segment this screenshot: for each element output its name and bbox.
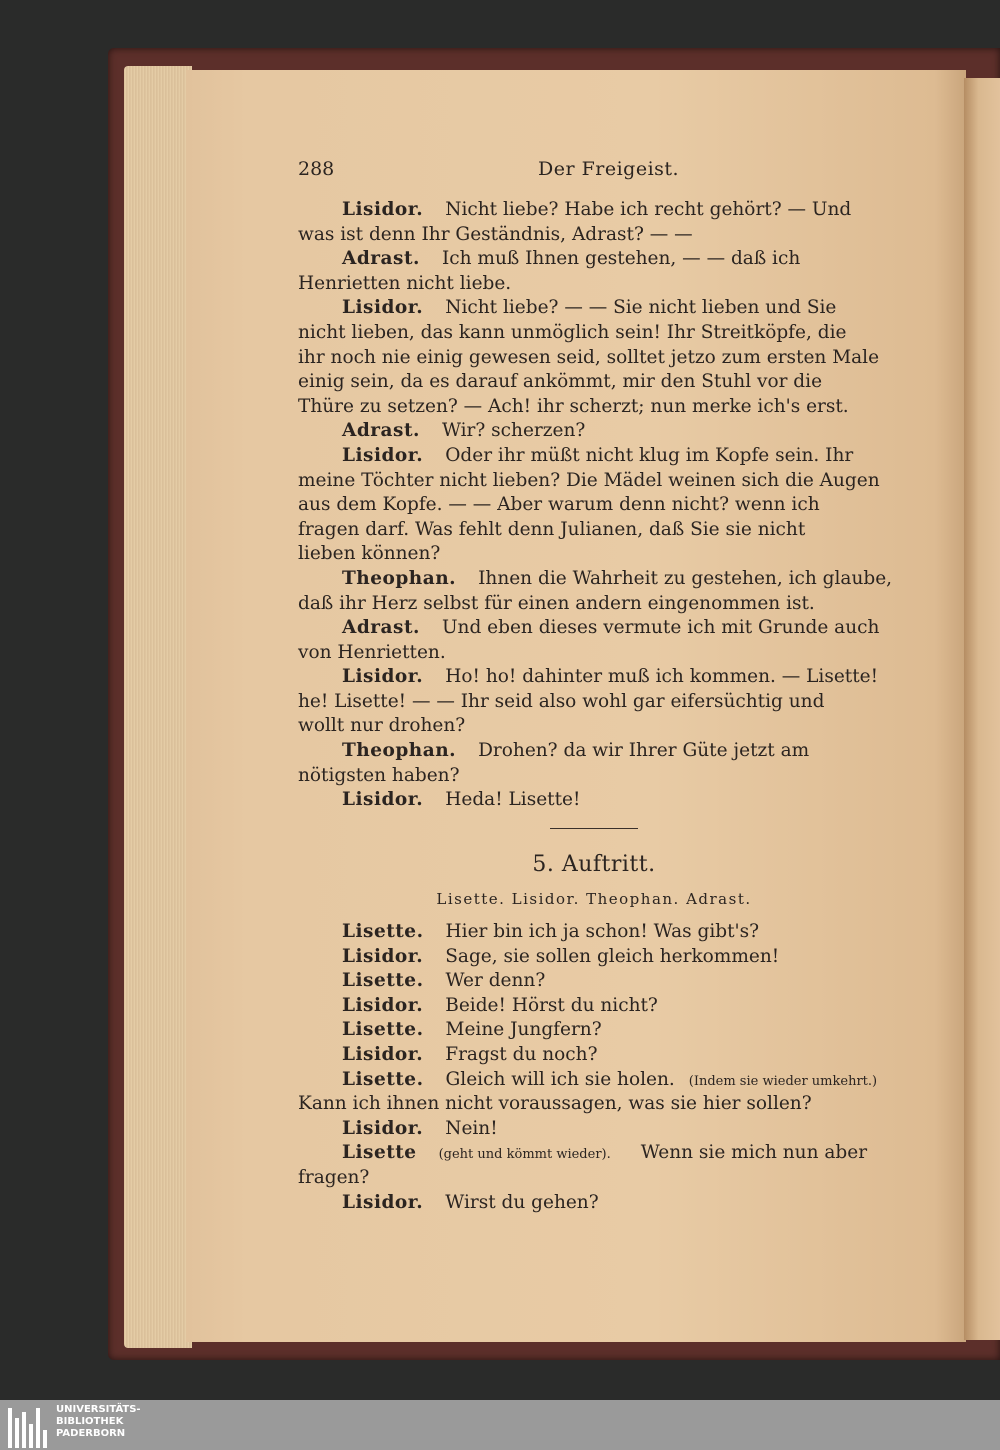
speaker-name: Lisidor. xyxy=(342,444,424,466)
library-footer xyxy=(0,1400,1000,1450)
speaker-name: Adrast. xyxy=(342,248,420,270)
line-text: Nicht liebe? — — Sie nicht lieben und Sie xyxy=(445,297,837,319)
text-line xyxy=(298,419,890,444)
speaker-name: Lisette. xyxy=(342,1068,424,1090)
text-line xyxy=(298,296,890,321)
speaker-name: Lisidor. xyxy=(342,994,424,1016)
text-line xyxy=(298,764,890,789)
text-line xyxy=(298,370,890,395)
line-text: lieben können? xyxy=(298,543,441,565)
speaker-name: Lisette. xyxy=(342,1019,424,1041)
line-text: Meine Jungfern? xyxy=(445,1019,602,1041)
page-block-edge xyxy=(124,66,192,1348)
line-text: Kann ich ihnen nicht voraussagen, was sie hier sollen? xyxy=(298,1093,812,1115)
page-header xyxy=(298,158,890,186)
text-line xyxy=(298,1141,890,1166)
line-text: Ho! ho! dahinter muß ich kommen. — Lisette! xyxy=(445,666,879,688)
speaker-name: Lisidor. xyxy=(342,199,424,220)
text-line xyxy=(298,1166,890,1191)
speaker-name: Theophan. xyxy=(342,740,457,762)
text-line xyxy=(298,567,893,592)
text-line xyxy=(298,1043,890,1068)
text-line xyxy=(298,641,890,666)
scene-title: 5. Auftritt. xyxy=(532,852,656,877)
line-text: Heda! Lisette! xyxy=(445,789,581,811)
line-text: Wirst du gehen? xyxy=(445,1191,599,1213)
line-text: Gleich will ich sie holen. xyxy=(445,1068,675,1090)
library-name: UNIVERSITÄTS- BIBLIOTHEK PADERBORN xyxy=(56,1404,141,1439)
line-text: Drohen? da wir Ihrer Güte jetzt am xyxy=(478,740,810,762)
text-line xyxy=(298,592,890,617)
text-line xyxy=(298,542,890,567)
line-text: Henrietten nicht liebe. xyxy=(298,272,512,294)
line-text: Thüre zu setzen? — Ach! ihr scherzt; nun merke ich's erst. xyxy=(298,395,849,417)
text-line xyxy=(298,920,890,945)
text-line xyxy=(298,272,890,297)
stage-direction: (geht und kömmt wieder). xyxy=(438,1147,611,1163)
line-text: was ist denn Ihr Geständnis, Adrast? — — xyxy=(298,223,693,245)
line-text: nicht lieben, das kann unmöglich sein! Ihr Streitköpfe, die xyxy=(298,321,847,343)
speaker-name: Lisidor. xyxy=(342,297,424,319)
text-line xyxy=(298,945,890,970)
section-rule xyxy=(550,828,638,829)
text-line xyxy=(298,616,890,641)
line-text: Wer denn? xyxy=(445,970,546,992)
text-line xyxy=(298,994,890,1019)
speaker-name: Lisette. xyxy=(342,970,424,992)
speaker-name: Adrast. xyxy=(342,420,420,442)
running-title: Der Freigeist. xyxy=(538,158,680,180)
text-line xyxy=(298,1191,890,1216)
speaker-name: Lisette xyxy=(342,1142,417,1164)
text-line xyxy=(298,788,890,813)
text-line xyxy=(298,469,890,494)
text-line xyxy=(298,1068,890,1093)
text-line xyxy=(298,223,890,248)
text-line xyxy=(298,321,890,346)
speaker-name: Lisidor. xyxy=(342,945,424,967)
line-text: Und eben dieses vermute ich mit Grunde auch xyxy=(441,617,880,639)
line-text: fragen? xyxy=(298,1166,370,1188)
facing-page-edge xyxy=(964,78,1000,1340)
line-text: Beide! Hörst du nicht? xyxy=(445,994,658,1016)
line-text: nötigsten haben? xyxy=(298,764,460,786)
line-text: Ihnen die Wahrheit zu gestehen, ich glaube, xyxy=(478,567,893,589)
line-text: daß ihr Herz selbst für einen andern eingenommen ist. xyxy=(298,592,815,614)
text-line xyxy=(298,395,890,420)
text-line xyxy=(298,1092,890,1117)
text-line xyxy=(298,1117,890,1142)
text-line xyxy=(298,1018,890,1043)
line-text: ihr noch nie einig gewesen seid, solltet jetzo zum ersten Male xyxy=(298,346,880,368)
speaker-name: Lisidor. xyxy=(342,1043,424,1065)
line-text: fragen darf. Was fehlt denn Julianen, daß Sie sie nicht xyxy=(298,518,806,540)
speaker-name: Lisidor. xyxy=(342,1117,424,1139)
text-line xyxy=(298,198,890,223)
speaker-name: Lisidor. xyxy=(342,666,424,688)
cast-list: Lisette. Lisidor. Theophan. Adrast. xyxy=(436,890,752,908)
speaker-name: Lisette. xyxy=(342,921,424,942)
line-text: Wenn sie mich nun aber xyxy=(640,1142,868,1164)
text-line xyxy=(298,739,890,764)
line-text: Ich muß Ihnen gestehen, — — daß ich xyxy=(441,248,801,270)
line-text: he! Lisette! — — Ihr seid also wohl gar eifersüchtig und xyxy=(298,690,825,712)
line-text: Wir? scherzen? xyxy=(441,420,586,442)
line-text: einig sein, da es darauf ankömmt, mir den Stuhl vor die xyxy=(298,371,823,393)
line-text: Hier bin ich ja schon! Was gibt's? xyxy=(445,921,760,942)
library-logo-icon xyxy=(8,1404,52,1448)
speaker-name: Adrast. xyxy=(342,617,420,639)
line-text: Nicht liebe? Habe ich recht gehört? — Und xyxy=(445,199,852,220)
speaker-name: Theophan. xyxy=(342,567,457,589)
text-line xyxy=(298,518,890,543)
text-line xyxy=(298,493,890,518)
text-line xyxy=(298,665,890,690)
line-text: von Henrietten. xyxy=(298,641,446,663)
line-text: meine Töchter nicht lieben? Die Mädel weinen sich die Augen xyxy=(298,469,880,491)
text-line xyxy=(298,346,890,371)
line-text: Nein! xyxy=(445,1117,498,1139)
dialogue-block-1 xyxy=(298,198,893,813)
dialogue-block-2 xyxy=(298,920,890,1215)
page-number: 288 xyxy=(298,158,335,180)
text-line xyxy=(298,690,890,715)
text-line xyxy=(298,714,890,739)
text-line xyxy=(298,969,890,994)
line-text: aus dem Kopfe. — — Aber warum denn nicht? wenn ich xyxy=(298,494,820,516)
line-text: Oder ihr müßt nicht klug im Kopfe sein. Ihr xyxy=(445,444,854,466)
line-text: Fragst du noch? xyxy=(445,1043,598,1065)
stage-direction: (Indem sie wieder umkehrt.) xyxy=(688,1073,878,1089)
line-text: wollt nur drohen? xyxy=(298,715,466,737)
speaker-name: Lisidor. xyxy=(342,789,424,811)
line-text: Sage, sie sollen gleich herkommen! xyxy=(445,945,780,967)
text-line xyxy=(298,247,890,272)
speaker-name: Lisidor. xyxy=(342,1191,424,1213)
text-line xyxy=(298,444,890,469)
